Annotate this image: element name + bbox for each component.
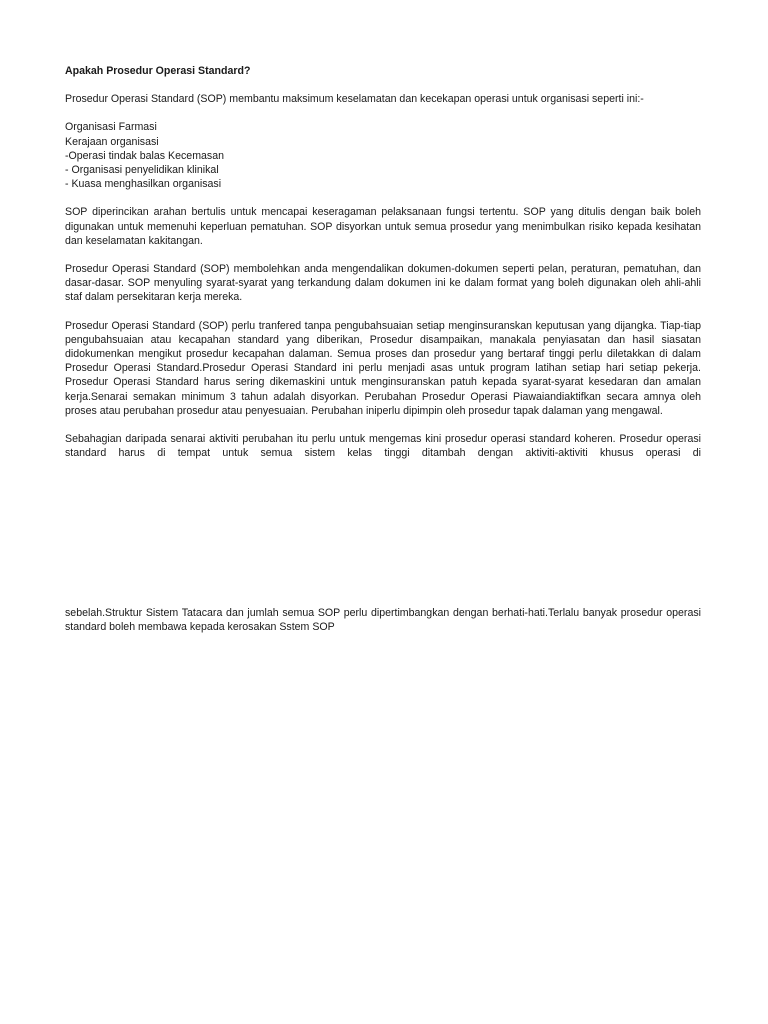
organization-list [65,120,701,191]
list-item: -Operasi tindak balas Kecemasan [65,149,224,162]
paragraph-sop-changes: Prosedur Operasi Standard (SOP) perlu tranfered tanpa pengubahsuaian setiap menginsuranskan keputusan yang dijangka. Tiap-tiap pengubahsuaian atau kecapahan standard yang diberikan, Prosedur disampaikan, manakala penyiasatan dan hasil siasatan didokumenkan mengikut prosedur kecapahan dalaman. Semua proses dan prosedur yang bertaraf tinggi perlu diletakkan di dalam Prosedur Operasi Standard.Prosedur Operasi Standard ini perlu menjadi asas untuk program latihan setiap hari setiap pekerja. Prosedur Operasi Standard harus sering dikemaskini untuk menginsuranskan patuh kepada syarat-syarat kesedaran dan amalan kerja.Senarai semakan minimum 3 tahun adalah disyorkan. Perubahan Prosedur Operasi Piawaiandiaktifkan secara amnya oleh proses atau perubahan prosedur atau penyesuaian. Perubahan iniperlu dipimpin oleh prosedur tapak dalaman yang mengawal. [65,319,701,417]
document-body [65,64,701,460]
list-item: Kerajaan organisasi [65,135,159,148]
intro-paragraph: Prosedur Operasi Standard (SOP) membantu maksimum keselamatan dan kecekapan operasi untuk organisasi seperti ini:- [65,93,644,106]
paragraph-change-activities: Sebahagian daripada senarai aktiviti perubahan itu perlu untuk mengemas kini prosedur operasi standard koheren. Prosedur operasi standard harus di tempat untuk semua sistem kelas tinggi ditambah dengan aktiviti-aktiviti khusus operasi di [65,433,701,460]
document-title: Apakah Prosedur Operasi Standard? [65,65,251,77]
paragraph-sop-definition: SOP diperincikan arahan bertulis untuk mencapai keseragaman pelaksanaan fungsi tertentu. SOP yang ditulis dengan baik boleh digunakan untuk memenuhi keperluan pematuhan. SOP disyorkan untuk semua prosedur yang menimbulkan risiko kepada kesihatan dan keselamatan kakitangan. [65,206,701,247]
list-item: - Kuasa menghasilkan organisasi [65,178,222,191]
list-item: - Organisasi penyelidikan klinikal [65,164,219,177]
paragraph-sop-documents: Prosedur Operasi Standard (SOP) membolehkan anda mengendalikan dokumen-dokumen seperti pelan, peraturan, pematuhan, dan dasar-dasar. SOP menyuling syarat-syarat yang terkandung dalam dokumen ini ke dalam format yang boleh digunakan oleh ahli-ahli staf dalam persekitaran kerja mereka. [65,263,701,304]
list-item: Organisasi Farmasi [65,121,157,134]
paragraph-change-activities-continued: sebelah.Struktur Sistem Tatacara dan jumlah semua SOP perlu dipertimbangkan dengan berhati-hati.Terlalu banyak prosedur operasi standard boleh membawa kepada kerosakan Sstem SOP [65,607,701,634]
